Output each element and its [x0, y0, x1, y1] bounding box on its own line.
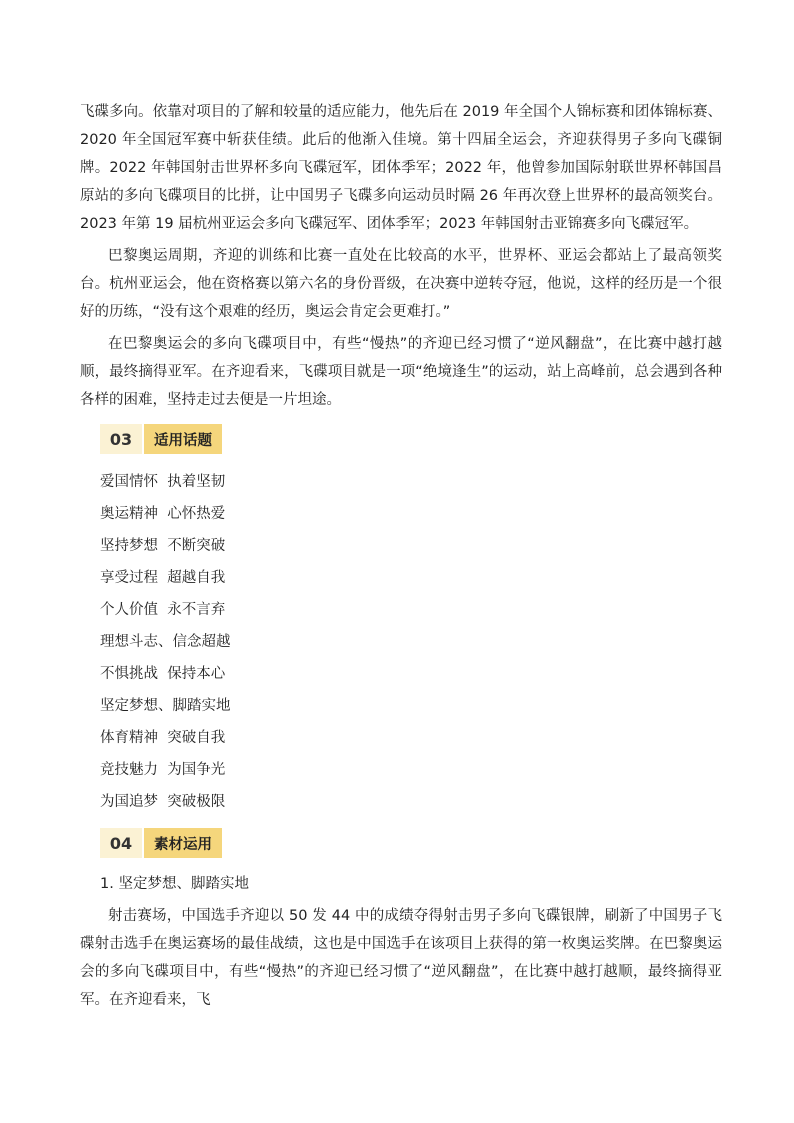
section-number: 04: [100, 828, 142, 858]
material-subheading: 1. 坚定梦想、脚踏实地: [100, 876, 249, 892]
topic-item: 理想斗志、信念超越: [100, 634, 231, 650]
topic-item: 爱国情怀 执着坚韧: [100, 474, 226, 490]
topic-item: 坚持梦想 不断突破: [100, 538, 226, 554]
paragraph-paris-cycle: 巴黎奥运周期，齐迎的训练和比赛一直处在比较高的水平，世界杯、亚运会都站上了最高领奖台。杭州亚运会，他在资格赛以第六名的身份晋级，在决赛中逆转夺冠，他说，这样的经历是一个很好的历练，“没有这个艰难的经历，奥运会肯定会更难打。”: [80, 248, 722, 320]
document-page: [80, 98, 722, 1018]
section-header-material: [100, 828, 722, 858]
topic-item: 不惧挑战 保持本心: [100, 666, 226, 682]
topic-item: 个人价值 永不言弃: [100, 602, 226, 618]
topic-item: 体育精神 突破自我: [100, 730, 226, 746]
paragraph-material: 射击赛场，中国选手齐迎以 50 发 44 中的成绩夺得射击男子多向飞碟银牌，刷新了中国男子飞碟射击选手在奥运赛场的最佳战绩，这也是中国选手在该项目上获得的第一枚奥运奖牌。在巴黎奥运会的多向飞碟项目中，有些“慢热”的齐迎已经习惯了“逆风翻盘”，在比赛中越打越顺，最终摘得亚军。在齐迎看来，飞: [80, 908, 722, 1008]
section-header-topics: [100, 424, 722, 454]
paragraph-paris-final: 在巴黎奥运会的多向飞碟项目中，有些“慢热”的齐迎已经习惯了“逆风翻盘”，在比赛中越打越顺，最终摘得亚军。在齐迎看来，飞碟项目就是一项“绝境逢生”的运动，站上高峰前，总会遇到各种各样的困难，坚持走过去便是一片坦途。: [80, 336, 722, 408]
topic-item: 坚定梦想、脚踏实地: [100, 698, 231, 714]
section-title: 适用话题: [144, 424, 222, 454]
topic-item: 竞技魅力 为国争光: [100, 762, 226, 778]
section-number: 03: [100, 424, 142, 454]
topic-list: [100, 466, 722, 818]
topic-item: 为国追梦 突破极限: [100, 794, 226, 810]
topic-item: 奥运精神 心怀热爱: [100, 506, 226, 522]
section-title: 素材运用: [144, 828, 222, 858]
topic-item: 享受过程 超越自我: [100, 570, 226, 586]
paragraph-career: 飞碟多向。依靠对项目的了解和较量的适应能力，他先后在 2019 年全国个人锦标赛和团体锦标赛、2020 年全国冠军赛中斩获佳绩。此后的他渐入佳境。第十四届全运会，齐迎获得男子多向飞碟铜牌。2022 年韩国射击世界杯多向飞碟冠军，团体季军；2022 年，他曾参加国际射联世界杯韩国昌原站的多向飞碟项目的比拼，让中国男子飞碟多向运动员时隔 26 年再次登上世界杯的最高领奖台。2023 年第 19 届杭州亚运会多向飞碟冠军、团体季军；2023 年韩国射击亚锦赛多向飞碟冠军。: [80, 104, 722, 232]
